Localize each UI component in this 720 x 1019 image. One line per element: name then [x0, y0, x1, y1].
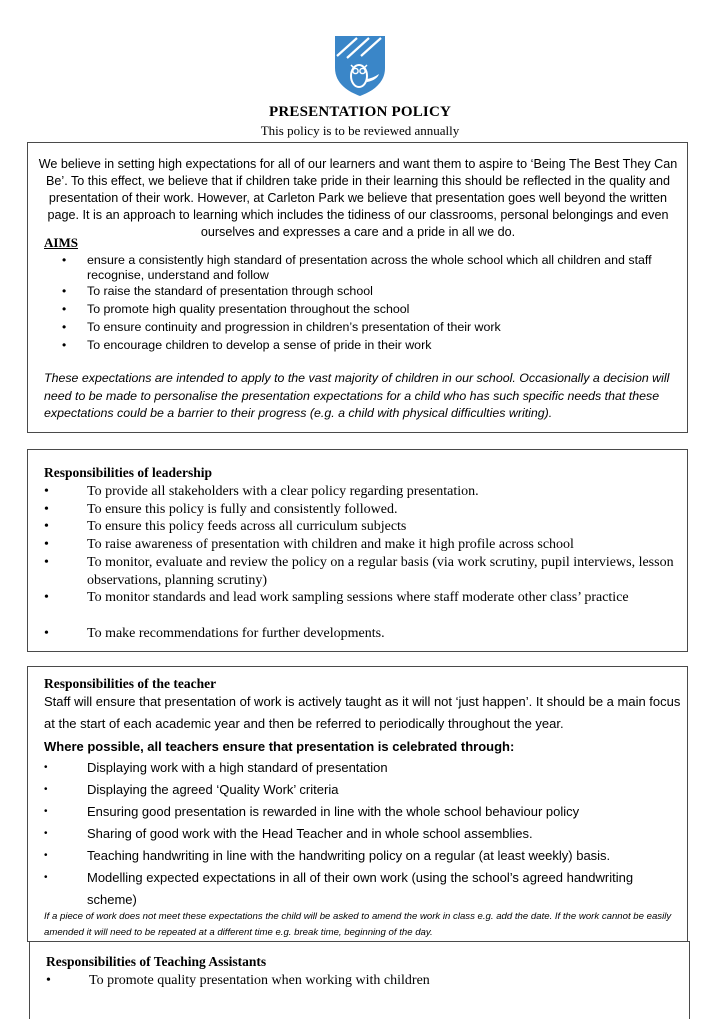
teacher-celebration-lead: Where possible, all teachers ensure that presentation is celebrated through: — [44, 739, 515, 754]
leadership-heading: Responsibilities of leadership — [44, 465, 213, 480]
teacher-section: Responsibilities of the teacher Staff will ensure that presentation of work is actively taught as it will not ‘just happen’. It should be a main focus at the start of each academic year and then be referred to periodically throughout the year. Where possible, all teachers ensure that presentation is celebrated through: • Displaying work with a high standard of presentation • Displaying the agreed ‘Quality Work’ criteria • Ensuring good presentation is rewarded in line with the whole school behaviour policy • Sharing of good work with the Head Teacher and in whole school assemblies. • Teaching handwriting in line with the handwriting policy on a regular (at least weekly) basis. • Modelling expected expectations in all of their own work (using the school’s agreed handwriting scheme) If a piece of work does not meet these expectations the child will be asked to amend the work in class e.g. add the date. If the work cannot be easily amended it will need to be repeated at a different time e.g. break time, beginning of the day. — [27, 666, 688, 942]
bullet-icon: • — [44, 519, 49, 534]
page-title: PRESENTATION POLICY — [268, 104, 452, 120]
bullet-icon: • — [44, 590, 49, 605]
bullet-icon: • — [44, 872, 48, 883]
school-crest-logo — [333, 34, 387, 98]
leadership-section: Responsibilities of leadership • To provide all stakeholders with a clear policy regarding presentation. • To ensure this policy is fully and consistently followed. • To ensure this policy feeds across all curriculum subjects • To raise awareness of presentation with children and make it high profile across school • To monitor, evaluate and review the policy on a regular basis (via work scrutiny, pupil interviews, lesson observations, planning scrutiny) • To monitor standards and lead work sampling sessions where staff moderate other class’ practice • To make recommendations for further developments. — [27, 449, 688, 652]
bullet-icon: • — [62, 302, 67, 316]
ta-heading: Responsibilities of Teaching Assistants — [46, 954, 267, 969]
bullet-icon: • — [44, 806, 48, 817]
aims-note: These expectations are intended to apply to the vast majority of children in our school. Occasionally a decision will need to be made to personalise the presentation expectations for a child who has such specific needs that these expectations could be a barrier to their progress (e.g. a child with physical difficulties writing). — [44, 371, 670, 420]
bullet-icon: • — [46, 973, 51, 988]
bullet-icon: • — [44, 828, 48, 839]
bullet-icon: • — [44, 784, 48, 795]
teaching-assistants-section: Responsibilities of Teaching Assistants • To promote quality presentation when working with children — [29, 941, 690, 1019]
bullet-icon: • — [44, 537, 49, 552]
bullet-icon: • — [62, 284, 67, 298]
bullet-icon: • — [62, 320, 67, 334]
bullet-icon: • — [62, 338, 67, 352]
bullet-icon: • — [44, 502, 49, 517]
bullet-icon: • — [44, 850, 48, 861]
page-subtitle: This policy is to be reviewed annually — [260, 123, 460, 138]
bullet-icon: • — [44, 555, 49, 570]
teacher-intro: Staff will ensure that presentation of work is actively taught as it will not ‘just happen’. It should be a main focus at the start of each academic year and then be referred to periodically throughout the year. — [44, 694, 681, 731]
bullet-icon: • — [62, 253, 67, 267]
bullet-icon: • — [44, 762, 48, 773]
bullet-icon: • — [44, 626, 49, 641]
teacher-note: If a piece of work does not meet these expectations the child will be asked to amend the work in class e.g. add the date. If the work cannot be easily amended it will need to be repeated at a different time e.g. break time, beginning of the day. — [44, 911, 672, 938]
owl-shield-icon — [333, 34, 387, 98]
teacher-heading: Responsibilities of the teacher — [44, 676, 217, 691]
aims-heading: AIMS — [44, 235, 78, 250]
intro-paragraph: We believe in setting high expectations for all of our learners and want them to aspire to ‘Being The Best They Can Be’. To this effect, we believe that if children take pride in their learning this should be reflected in the quality and presentation of their work. However, at Carleton Park we believe that presentation goes well beyond the written page. It is an approach to learning which includes the tidiness of our classrooms, personal belongings and even ourselves and expresses a care and a pride in all we do. — [38, 157, 678, 239]
bullet-icon: • — [44, 484, 49, 499]
aims-section: We believe in setting high expectations for all of our learners and want them to aspire to ‘Being The Best They Can Be’. To this effect, we believe that if children take pride in their learning this should be reflected in the quality and presentation of their work. However, at Carleton Park we believe that presentation goes well beyond the written page. It is an approach to learning which includes the tidiness of our classrooms, personal belongings and even ourselves and expresses a care and a pride in all we do. AIMS • ensure a consistently high standard of presentation across the whole school which all children and staff recognise, understand and follow • To raise the standard of presentation through school • To promote high quality presentation throughout the school • To ensure continuity and progression in children’s presentation of their work • To encourage children to develop a sense of pride in their work These expectations are intended to apply to the vast majority of children in our school. Occasionally a decision will need to be made to personalise the presentation expectations for a child who has such specific needs that these expectations could be a barrier to their progress (e.g. a child with physical difficulties writing). — [27, 142, 688, 433]
